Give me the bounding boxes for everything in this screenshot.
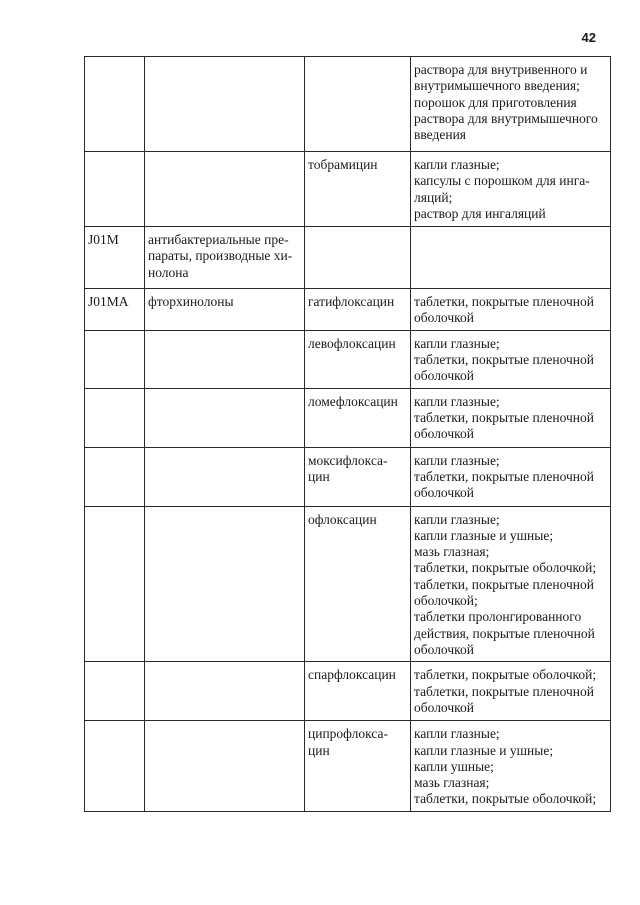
drug-name-cell: моксифлокса- цин bbox=[305, 447, 411, 506]
group-cell bbox=[145, 330, 305, 388]
table-row bbox=[85, 289, 611, 331]
table-row bbox=[85, 152, 611, 227]
atc-code-cell bbox=[85, 506, 145, 662]
table-row bbox=[85, 227, 611, 289]
group-cell bbox=[145, 57, 305, 152]
group-cell bbox=[145, 721, 305, 811]
table-row bbox=[85, 506, 611, 662]
dosage-forms-cell: капли глазные; капли глазные и ушные; мазь глазная; таблетки, покрытые оболочкой; таблетки, покрытые пленочной оболочкой; таблетки пролонгированного действия, покрытые пленочной оболочкой bbox=[411, 506, 611, 662]
table-row bbox=[85, 330, 611, 388]
atc-code-cell bbox=[85, 721, 145, 811]
drug-name-cell bbox=[305, 227, 411, 289]
table-body bbox=[85, 57, 611, 812]
group-cell: антибактериальные пре- параты, производные хи- нолона bbox=[145, 227, 305, 289]
atc-code-cell bbox=[85, 662, 145, 721]
table-row bbox=[85, 721, 611, 811]
drug-table bbox=[84, 56, 611, 812]
table-row bbox=[85, 662, 611, 721]
dosage-forms-cell bbox=[411, 227, 611, 289]
dosage-forms-cell: капли глазные; таблетки, покрытые пленочной оболочкой bbox=[411, 388, 611, 447]
drug-name-cell: гатифлоксацин bbox=[305, 289, 411, 331]
dosage-forms-cell: капли глазные; капли глазные и ушные; капли ушные; мазь глазная; таблетки, покрытые оболочкой; bbox=[411, 721, 611, 811]
group-cell: фторхинолоны bbox=[145, 289, 305, 331]
dosage-forms-cell: капли глазные; таблетки, покрытые пленочной оболочкой bbox=[411, 447, 611, 506]
atc-code-cell: J01MA bbox=[85, 289, 145, 331]
dosage-forms-cell: раствора для внутривенного и внутримышечного введения; порошок для приготовления раствора для внутримышечного введения bbox=[411, 57, 611, 152]
dosage-forms-cell: таблетки, покрытые оболочкой; таблетки, покрытые пленочной оболочкой bbox=[411, 662, 611, 721]
table-row bbox=[85, 57, 611, 152]
atc-code-cell bbox=[85, 388, 145, 447]
group-cell bbox=[145, 662, 305, 721]
table-row bbox=[85, 388, 611, 447]
group-cell bbox=[145, 506, 305, 662]
group-cell bbox=[145, 152, 305, 227]
drug-name-cell bbox=[305, 57, 411, 152]
atc-code-cell bbox=[85, 330, 145, 388]
dosage-forms-cell: капли глазные; таблетки, покрытые пленочной оболочкой bbox=[411, 330, 611, 388]
drug-name-cell: тобрамицин bbox=[305, 152, 411, 227]
group-cell bbox=[145, 447, 305, 506]
atc-code-cell bbox=[85, 57, 145, 152]
dosage-forms-cell: капли глазные; капсулы с порошком для инга- ляций; раствор для ингаляций bbox=[411, 152, 611, 227]
drug-name-cell: офлоксацин bbox=[305, 506, 411, 662]
drug-name-cell: спарфлоксацин bbox=[305, 662, 411, 721]
atc-code-cell: J01M bbox=[85, 227, 145, 289]
atc-code-cell bbox=[85, 447, 145, 506]
dosage-forms-cell: таблетки, покрытые пленочной оболочкой bbox=[411, 289, 611, 331]
drug-name-cell: левофлоксацин bbox=[305, 330, 411, 388]
atc-code-cell bbox=[85, 152, 145, 227]
drug-name-cell: ципрофлокса- цин bbox=[305, 721, 411, 811]
page-number: 42 bbox=[581, 30, 596, 45]
group-cell bbox=[145, 388, 305, 447]
drug-name-cell: ломефлоксацин bbox=[305, 388, 411, 447]
table-row bbox=[85, 447, 611, 506]
